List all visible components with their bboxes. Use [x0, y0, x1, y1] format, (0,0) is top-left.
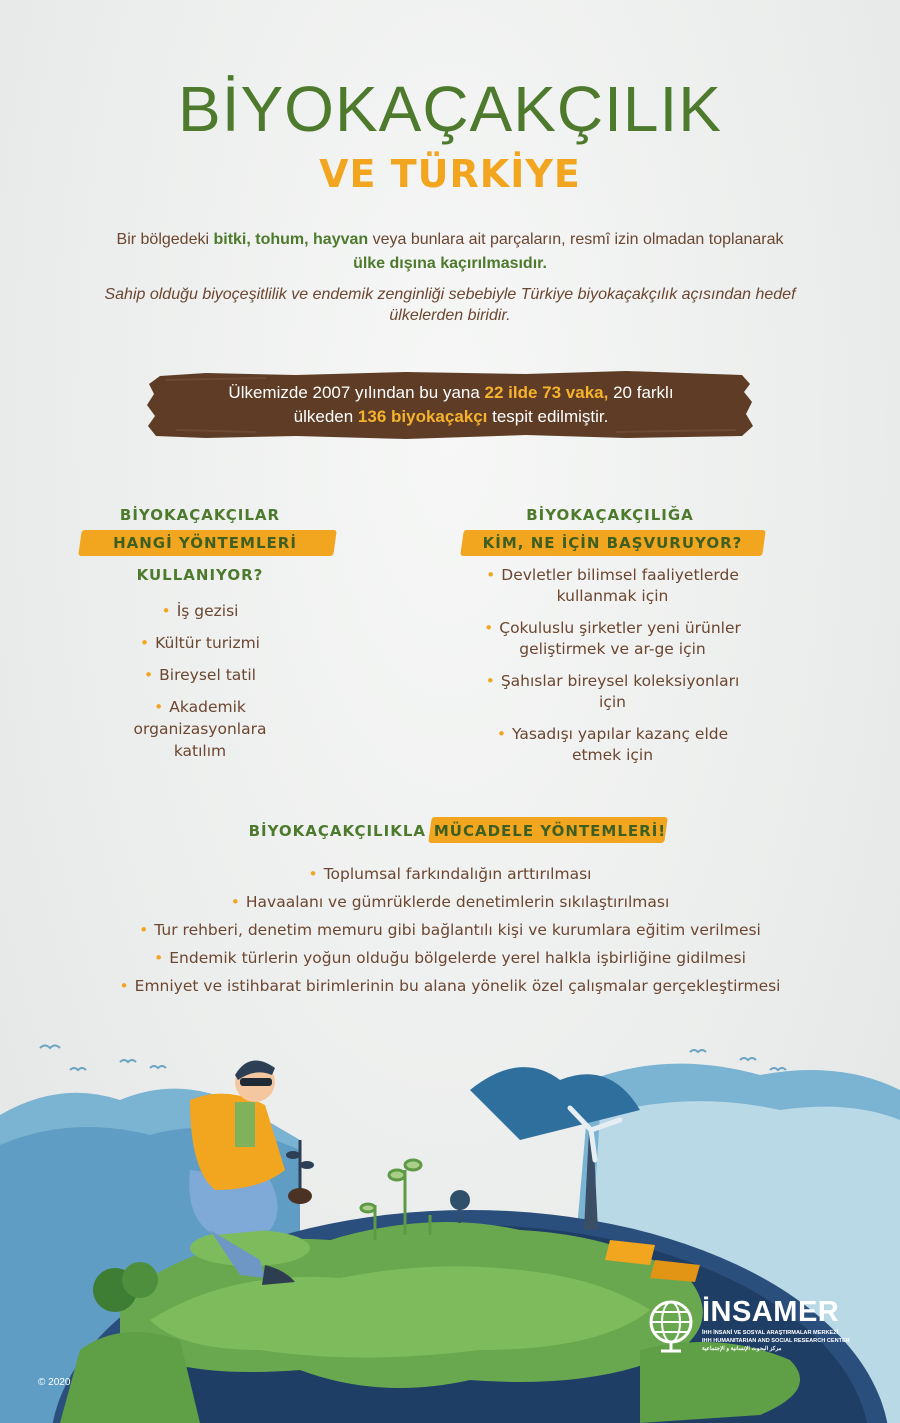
- list-item: [455, 671, 770, 713]
- stat-part-1: Ülkemizde 2007 yılından bu yana: [228, 383, 485, 402]
- definition-part-2: veya bunlara ait parçaların, resmî izin olmadan toplanarak: [368, 231, 784, 248]
- statistics-banner: [146, 370, 756, 440]
- list-item: [70, 632, 330, 654]
- bullet-icon: •: [154, 949, 164, 967]
- bullet-icon: •: [485, 672, 495, 690]
- fight-heading-line1: BİYOKAÇAKÇILIKLA: [248, 822, 426, 840]
- list-item-label: Akademik: [169, 698, 246, 716]
- copyright-text: © 2020: [38, 1377, 71, 1388]
- list-item: [40, 860, 860, 888]
- list-item-label: için: [599, 693, 626, 711]
- bullet-icon: •: [119, 977, 129, 995]
- logo-subtitle-en: IHH HUMANITARIAN AND SOCIAL RESEARCH CENTER: [702, 1338, 850, 1344]
- list-item: [40, 944, 860, 972]
- statistics-text: [146, 381, 756, 429]
- bullet-icon: •: [484, 619, 494, 637]
- list-item-label: Kültür turizmi: [155, 634, 260, 652]
- bullet-icon: •: [154, 698, 164, 716]
- bullet-icon: •: [308, 865, 318, 883]
- stat-part-4: tespit edilmiştir.: [487, 407, 609, 426]
- logo-name: İNSAMER: [702, 1296, 840, 1328]
- stat-highlight-smugglers: 136 biyokaçakçı: [357, 407, 488, 426]
- stat-highlight-cases: 22 ilde 73 vaka,: [484, 383, 609, 402]
- page-subtitle: VE TÜRKİYE: [319, 152, 581, 196]
- bullet-icon: •: [139, 634, 150, 652]
- definition-highlight-2: ülke dışına kaçırılmasıdır.: [353, 255, 547, 272]
- list-item: [455, 618, 770, 660]
- bullet-icon: •: [144, 666, 154, 684]
- list-item: [40, 888, 860, 916]
- list-item-label: Tur rehberi, denetim memuru gibi bağlantılı kişi ve kurumlara eğitim verilmesi: [154, 921, 761, 939]
- list-item-label: organizasyonlara: [133, 720, 267, 738]
- list-item-label: Çokuluslu şirketler yeni ürünler: [499, 619, 741, 637]
- definition-part-1: Bir bölgedeki: [116, 231, 214, 248]
- list-item: [455, 724, 770, 766]
- who-list: [455, 565, 770, 766]
- definition-text: [70, 228, 830, 276]
- list-item: [70, 600, 330, 622]
- list-item: [40, 972, 860, 1000]
- bullet-icon: •: [486, 566, 496, 584]
- list-item-label: geliştirmek ve ar-ge için: [519, 640, 706, 658]
- methods-list: [70, 600, 330, 762]
- list-item-label: Devletler bilimsel faaliyetlerde: [501, 566, 739, 584]
- globe-illustration: [0, 1020, 900, 1423]
- who-heading-line1: BİYOKAÇAKÇILIĞA: [526, 506, 694, 524]
- globe-logo-icon: [648, 1298, 694, 1354]
- list-item: [70, 696, 330, 762]
- page-title: BİYOKAÇAKÇILIK: [178, 73, 722, 145]
- fight-list: [40, 860, 860, 1000]
- list-item: [70, 664, 330, 686]
- list-item-label: etmek için: [571, 746, 654, 764]
- bullet-icon: •: [139, 921, 149, 939]
- logo-subtitle-tr: İHH İNSANİ VE SOSYAL ARAŞTIRMALAR MERKEZİ: [702, 1330, 839, 1336]
- stat-part-2: 20 farklı: [608, 383, 674, 402]
- list-item-label: kullanmak için: [556, 587, 669, 605]
- methods-heading-line1: BİYOKAÇAKÇILAR: [119, 506, 281, 524]
- bullet-icon: •: [230, 893, 240, 911]
- who-heading-line2: KİM, NE İÇİN BAŞVURUYOR?: [482, 534, 743, 552]
- bullet-icon: •: [496, 725, 507, 743]
- list-item: [455, 565, 770, 607]
- bullet-icon: •: [161, 602, 171, 620]
- methods-heading-line2: HANGİ YÖNTEMLERİ: [113, 534, 297, 552]
- list-item: [40, 916, 860, 944]
- methods-heading-line3: KULLANIYOR?: [136, 566, 264, 584]
- stat-part-3: ülkeden: [293, 407, 358, 426]
- list-item-label: Yasadışı yapılar kazanç elde: [512, 725, 729, 743]
- insamer-logo: [648, 1296, 868, 1362]
- turkey-target-text: Sahip olduğu biyoçeşitlilik ve endemik zenginliği sebebiyle Türkiye biyokaçakçılık açısından hedef ülkelerden biridir.: [104, 286, 796, 324]
- list-item-label: İş gezisi: [176, 602, 239, 620]
- list-item-label: Şahıslar bireysel koleksiyonları: [500, 672, 740, 690]
- list-item-label: katılım: [173, 742, 227, 760]
- list-item-label: Emniyet ve istihbarat birimlerinin bu alana yönelik özel çalışmalar gerçekleştirmesi: [134, 977, 781, 995]
- list-item-label: Havaalanı ve gümrüklerde denetimlerin sıkılaştırılması: [245, 893, 670, 911]
- definition-highlight-1: bitki, tohum, hayvan: [213, 231, 369, 248]
- fight-heading-line2: MÜCADELE YÖNTEMLERİ!: [433, 822, 667, 840]
- list-item-label: Bireysel tatil: [159, 666, 256, 684]
- logo-subtitle-ar: مركز البحوث الإنسانية و الإجتماعية: [702, 1346, 782, 1352]
- list-item-label: Toplumsal farkındalığın arttırılması: [323, 865, 592, 883]
- list-item-label: Endemik türlerin yoğun olduğu bölgelerde yerel halkla işbirliğine gidilmesi: [169, 949, 746, 967]
